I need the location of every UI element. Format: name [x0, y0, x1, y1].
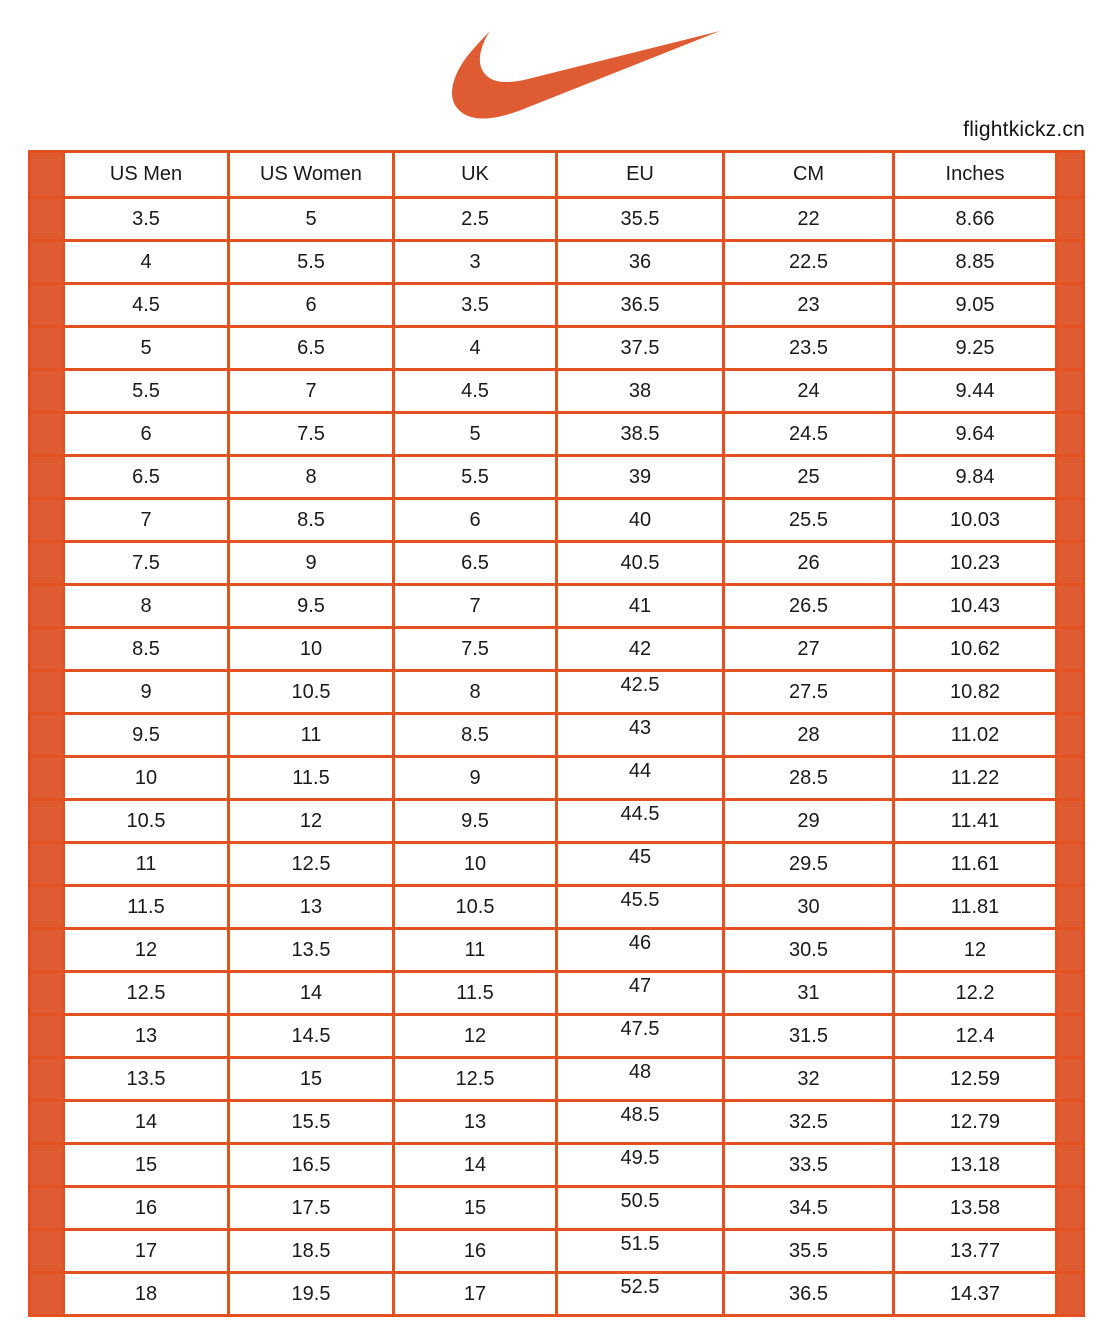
table-row [30, 370, 1084, 413]
left-accent-bar-cell [30, 241, 64, 284]
size-cell: 6.5 [394, 542, 557, 585]
size-cell: 7 [64, 499, 229, 542]
column-header: EU [557, 152, 724, 198]
size-cell: 17 [394, 1273, 557, 1316]
left-accent-bar-cell [30, 327, 64, 370]
size-cell: 9.84 [894, 456, 1057, 499]
table-row [30, 241, 1084, 284]
size-cell: 47 [557, 972, 724, 1015]
size-cell: 36.5 [724, 1273, 894, 1316]
left-accent-bar-cell [30, 499, 64, 542]
size-cell: 3.5 [394, 284, 557, 327]
right-accent-bar-cell [1057, 284, 1084, 327]
table-row [30, 972, 1084, 1015]
left-accent-bar-cell [30, 585, 64, 628]
size-cell: 3 [394, 241, 557, 284]
right-accent-bar-cell [1057, 1101, 1084, 1144]
left-accent-bar-cell [30, 714, 64, 757]
size-cell: 11 [394, 929, 557, 972]
size-cell: 14 [64, 1101, 229, 1144]
left-accent-bar-cell [30, 1101, 64, 1144]
size-cell: 30.5 [724, 929, 894, 972]
left-accent-bar-cell [30, 757, 64, 800]
size-cell: 12.5 [394, 1058, 557, 1101]
left-accent-bar-cell [30, 1058, 64, 1101]
size-cell: 9.64 [894, 413, 1057, 456]
column-header: UK [394, 152, 557, 198]
right-accent-bar-cell [1057, 327, 1084, 370]
size-cell: 10.03 [894, 499, 1057, 542]
size-cell: 11.5 [229, 757, 394, 800]
right-accent-bar-cell [1057, 198, 1084, 241]
size-cell: 38 [557, 370, 724, 413]
size-cell: 9.5 [229, 585, 394, 628]
size-cell: 12.2 [894, 972, 1057, 1015]
size-cell: 47.5 [557, 1015, 724, 1058]
right-accent-bar-cell [1057, 542, 1084, 585]
table-row [30, 1187, 1084, 1230]
size-cell: 6 [229, 284, 394, 327]
size-cell: 8 [394, 671, 557, 714]
size-cell: 5.5 [394, 456, 557, 499]
size-cell: 13.58 [894, 1187, 1057, 1230]
nike-swoosh-icon [452, 31, 720, 119]
left-accent-bar-cell [30, 1144, 64, 1187]
left-accent-bar-cell [30, 671, 64, 714]
left-accent-bar-cell [30, 886, 64, 929]
size-cell: 9 [229, 542, 394, 585]
left-accent-bar-cell [30, 542, 64, 585]
size-cell: 14.5 [229, 1015, 394, 1058]
size-cell: 44 [557, 757, 724, 800]
size-cell: 4.5 [394, 370, 557, 413]
table-row [30, 929, 1084, 972]
right-accent-bar-cell [1057, 714, 1084, 757]
size-cell: 17 [64, 1230, 229, 1273]
size-cell: 12 [394, 1015, 557, 1058]
right-accent-bar-cell [1057, 886, 1084, 929]
size-cell: 7.5 [229, 413, 394, 456]
right-accent-bar-cell [1057, 1273, 1084, 1316]
table-row [30, 1230, 1084, 1273]
table-row [30, 456, 1084, 499]
left-accent-bar-cell [30, 456, 64, 499]
right-accent-bar-cell [1057, 800, 1084, 843]
size-cell: 2.5 [394, 198, 557, 241]
right-accent-bar-cell [1057, 1058, 1084, 1101]
right-accent-bar-cell [1057, 843, 1084, 886]
size-cell: 38.5 [557, 413, 724, 456]
size-cell: 8.66 [894, 198, 1057, 241]
size-cell: 9 [64, 671, 229, 714]
left-accent-bar-cell [30, 628, 64, 671]
size-cell: 9.44 [894, 370, 1057, 413]
table-row [30, 757, 1084, 800]
size-cell: 10.5 [64, 800, 229, 843]
table-row [30, 1058, 1084, 1101]
size-cell: 42 [557, 628, 724, 671]
size-cell: 9.5 [394, 800, 557, 843]
table-row [30, 886, 1084, 929]
table-row [30, 1015, 1084, 1058]
size-cell: 10.5 [394, 886, 557, 929]
table-row [30, 1273, 1084, 1316]
right-accent-bar-cell [1057, 1015, 1084, 1058]
size-cell: 33.5 [724, 1144, 894, 1187]
size-cell: 39 [557, 456, 724, 499]
size-cell: 31 [724, 972, 894, 1015]
size-cell: 6.5 [229, 327, 394, 370]
size-cell: 29.5 [724, 843, 894, 886]
size-cell: 25 [724, 456, 894, 499]
size-cell: 28 [724, 714, 894, 757]
size-cell: 12 [894, 929, 1057, 972]
size-cell: 41 [557, 585, 724, 628]
size-cell: 29 [724, 800, 894, 843]
size-cell: 12.5 [64, 972, 229, 1015]
size-cell: 14 [394, 1144, 557, 1187]
size-cell: 8.5 [229, 499, 394, 542]
size-cell: 30 [724, 886, 894, 929]
size-cell: 13.77 [894, 1230, 1057, 1273]
size-cell: 5 [229, 198, 394, 241]
size-cell: 26 [724, 542, 894, 585]
size-cell: 12.4 [894, 1015, 1057, 1058]
size-cell: 42.5 [557, 671, 724, 714]
size-cell: 8.5 [394, 714, 557, 757]
size-cell: 52.5 [557, 1273, 724, 1316]
left-accent-bar-cell [30, 198, 64, 241]
size-cell: 9.25 [894, 327, 1057, 370]
right-accent-bar-cell [1057, 499, 1084, 542]
left-accent-bar-cell [30, 800, 64, 843]
size-cell: 11.02 [894, 714, 1057, 757]
size-cell: 45.5 [557, 886, 724, 929]
size-cell: 49.5 [557, 1144, 724, 1187]
size-cell: 5 [394, 413, 557, 456]
size-cell: 9.05 [894, 284, 1057, 327]
size-cell: 5 [64, 327, 229, 370]
table-row [30, 585, 1084, 628]
left-accent-bar-cell [30, 1187, 64, 1230]
size-conversion-table [28, 150, 1085, 1317]
table-row [30, 800, 1084, 843]
size-cell: 11.61 [894, 843, 1057, 886]
right-accent-bar-cell [1057, 370, 1084, 413]
right-accent-bar [1057, 152, 1084, 198]
size-cell: 13 [64, 1015, 229, 1058]
size-cell: 51.5 [557, 1230, 724, 1273]
table-row [30, 1101, 1084, 1144]
size-cell: 13 [394, 1101, 557, 1144]
size-cell: 18.5 [229, 1230, 394, 1273]
right-accent-bar-cell [1057, 929, 1084, 972]
size-cell: 46 [557, 929, 724, 972]
size-cell: 23 [724, 284, 894, 327]
column-header: US Men [64, 152, 229, 198]
column-header: CM [724, 152, 894, 198]
size-cell: 15 [229, 1058, 394, 1101]
size-cell: 7.5 [394, 628, 557, 671]
left-accent-bar-cell [30, 1273, 64, 1316]
size-cell: 40.5 [557, 542, 724, 585]
left-accent-bar-cell [30, 1015, 64, 1058]
size-cell: 3.5 [64, 198, 229, 241]
size-cell: 31.5 [724, 1015, 894, 1058]
size-cell: 5.5 [229, 241, 394, 284]
size-cell: 45 [557, 843, 724, 886]
size-cell: 7 [394, 585, 557, 628]
size-cell: 22.5 [724, 241, 894, 284]
size-cell: 36.5 [557, 284, 724, 327]
size-cell: 11 [64, 843, 229, 886]
size-cell: 9 [394, 757, 557, 800]
size-cell: 12.59 [894, 1058, 1057, 1101]
size-cell: 12 [229, 800, 394, 843]
table-row [30, 198, 1084, 241]
right-accent-bar-cell [1057, 972, 1084, 1015]
table-row [30, 542, 1084, 585]
size-cell: 11.22 [894, 757, 1057, 800]
size-cell: 10.82 [894, 671, 1057, 714]
size-cell: 5.5 [64, 370, 229, 413]
size-cell: 14.37 [894, 1273, 1057, 1316]
size-cell: 6.5 [64, 456, 229, 499]
size-cell: 10.5 [229, 671, 394, 714]
left-accent-bar-cell [30, 370, 64, 413]
size-cell: 48.5 [557, 1101, 724, 1144]
size-cell: 50.5 [557, 1187, 724, 1230]
size-cell: 35.5 [724, 1230, 894, 1273]
table-row [30, 413, 1084, 456]
right-accent-bar-cell [1057, 585, 1084, 628]
size-cell: 43 [557, 714, 724, 757]
size-cell: 10 [394, 843, 557, 886]
table-row [30, 327, 1084, 370]
size-cell: 23.5 [724, 327, 894, 370]
size-cell: 10.43 [894, 585, 1057, 628]
size-cell: 13.18 [894, 1144, 1057, 1187]
left-accent-bar-cell [30, 1230, 64, 1273]
size-cell: 32 [724, 1058, 894, 1101]
size-cell: 11 [229, 714, 394, 757]
size-cell: 28.5 [724, 757, 894, 800]
size-cell: 24.5 [724, 413, 894, 456]
right-accent-bar-cell [1057, 1187, 1084, 1230]
left-accent-bar-cell [30, 929, 64, 972]
table-row [30, 671, 1084, 714]
size-cell: 48 [557, 1058, 724, 1101]
left-accent-bar-cell [30, 843, 64, 886]
size-cell: 11.5 [64, 886, 229, 929]
size-cell: 14 [229, 972, 394, 1015]
size-cell: 44.5 [557, 800, 724, 843]
size-cell: 4.5 [64, 284, 229, 327]
size-cell: 40 [557, 499, 724, 542]
size-table-body [30, 198, 1084, 1316]
size-cell: 4 [64, 241, 229, 284]
size-cell: 10.62 [894, 628, 1057, 671]
size-cell: 9.5 [64, 714, 229, 757]
size-cell: 7 [229, 370, 394, 413]
size-cell: 15 [394, 1187, 557, 1230]
size-cell: 18 [64, 1273, 229, 1316]
size-cell: 8 [229, 456, 394, 499]
size-cell: 25.5 [724, 499, 894, 542]
size-cell: 22 [724, 198, 894, 241]
size-cell: 13.5 [229, 929, 394, 972]
size-cell: 32.5 [724, 1101, 894, 1144]
size-cell: 13.5 [64, 1058, 229, 1101]
left-accent-bar-cell [30, 284, 64, 327]
size-cell: 7.5 [64, 542, 229, 585]
table-row [30, 628, 1084, 671]
right-accent-bar-cell [1057, 628, 1084, 671]
column-header: US Women [229, 152, 394, 198]
size-cell: 34.5 [724, 1187, 894, 1230]
table-row [30, 714, 1084, 757]
table-row [30, 499, 1084, 542]
size-cell: 36 [557, 241, 724, 284]
website-label: flightkickz.cn [963, 118, 1085, 141]
header-row [30, 152, 1084, 198]
right-accent-bar-cell [1057, 671, 1084, 714]
right-accent-bar-cell [1057, 1144, 1084, 1187]
size-cell: 16.5 [229, 1144, 394, 1187]
size-cell: 27 [724, 628, 894, 671]
size-cell: 10 [229, 628, 394, 671]
size-cell: 15.5 [229, 1101, 394, 1144]
size-cell: 11.81 [894, 886, 1057, 929]
size-cell: 35.5 [557, 198, 724, 241]
right-accent-bar-cell [1057, 413, 1084, 456]
size-cell: 6 [394, 499, 557, 542]
left-accent-bar-cell [30, 413, 64, 456]
size-cell: 16 [64, 1187, 229, 1230]
size-cell: 26.5 [724, 585, 894, 628]
table-row [30, 284, 1084, 327]
size-cell: 24 [724, 370, 894, 413]
size-cell: 12.5 [229, 843, 394, 886]
size-cell: 15 [64, 1144, 229, 1187]
size-cell: 8 [64, 585, 229, 628]
size-cell: 8.5 [64, 628, 229, 671]
size-cell: 12 [64, 929, 229, 972]
table-row [30, 843, 1084, 886]
table-row [30, 1144, 1084, 1187]
right-accent-bar-cell [1057, 1230, 1084, 1273]
size-cell: 17.5 [229, 1187, 394, 1230]
right-accent-bar-cell [1057, 757, 1084, 800]
size-cell: 19.5 [229, 1273, 394, 1316]
size-cell: 11.41 [894, 800, 1057, 843]
left-accent-bar-cell [30, 972, 64, 1015]
size-cell: 10.23 [894, 542, 1057, 585]
column-header: Inches [894, 152, 1057, 198]
size-cell: 13 [229, 886, 394, 929]
size-cell: 8.85 [894, 241, 1057, 284]
size-cell: 6 [64, 413, 229, 456]
size-cell: 11.5 [394, 972, 557, 1015]
size-cell: 37.5 [557, 327, 724, 370]
right-accent-bar-cell [1057, 241, 1084, 284]
left-accent-bar [30, 152, 64, 198]
right-accent-bar-cell [1057, 456, 1084, 499]
size-cell: 4 [394, 327, 557, 370]
size-cell: 12.79 [894, 1101, 1057, 1144]
size-cell: 10 [64, 757, 229, 800]
size-cell: 27.5 [724, 671, 894, 714]
size-cell: 16 [394, 1230, 557, 1273]
